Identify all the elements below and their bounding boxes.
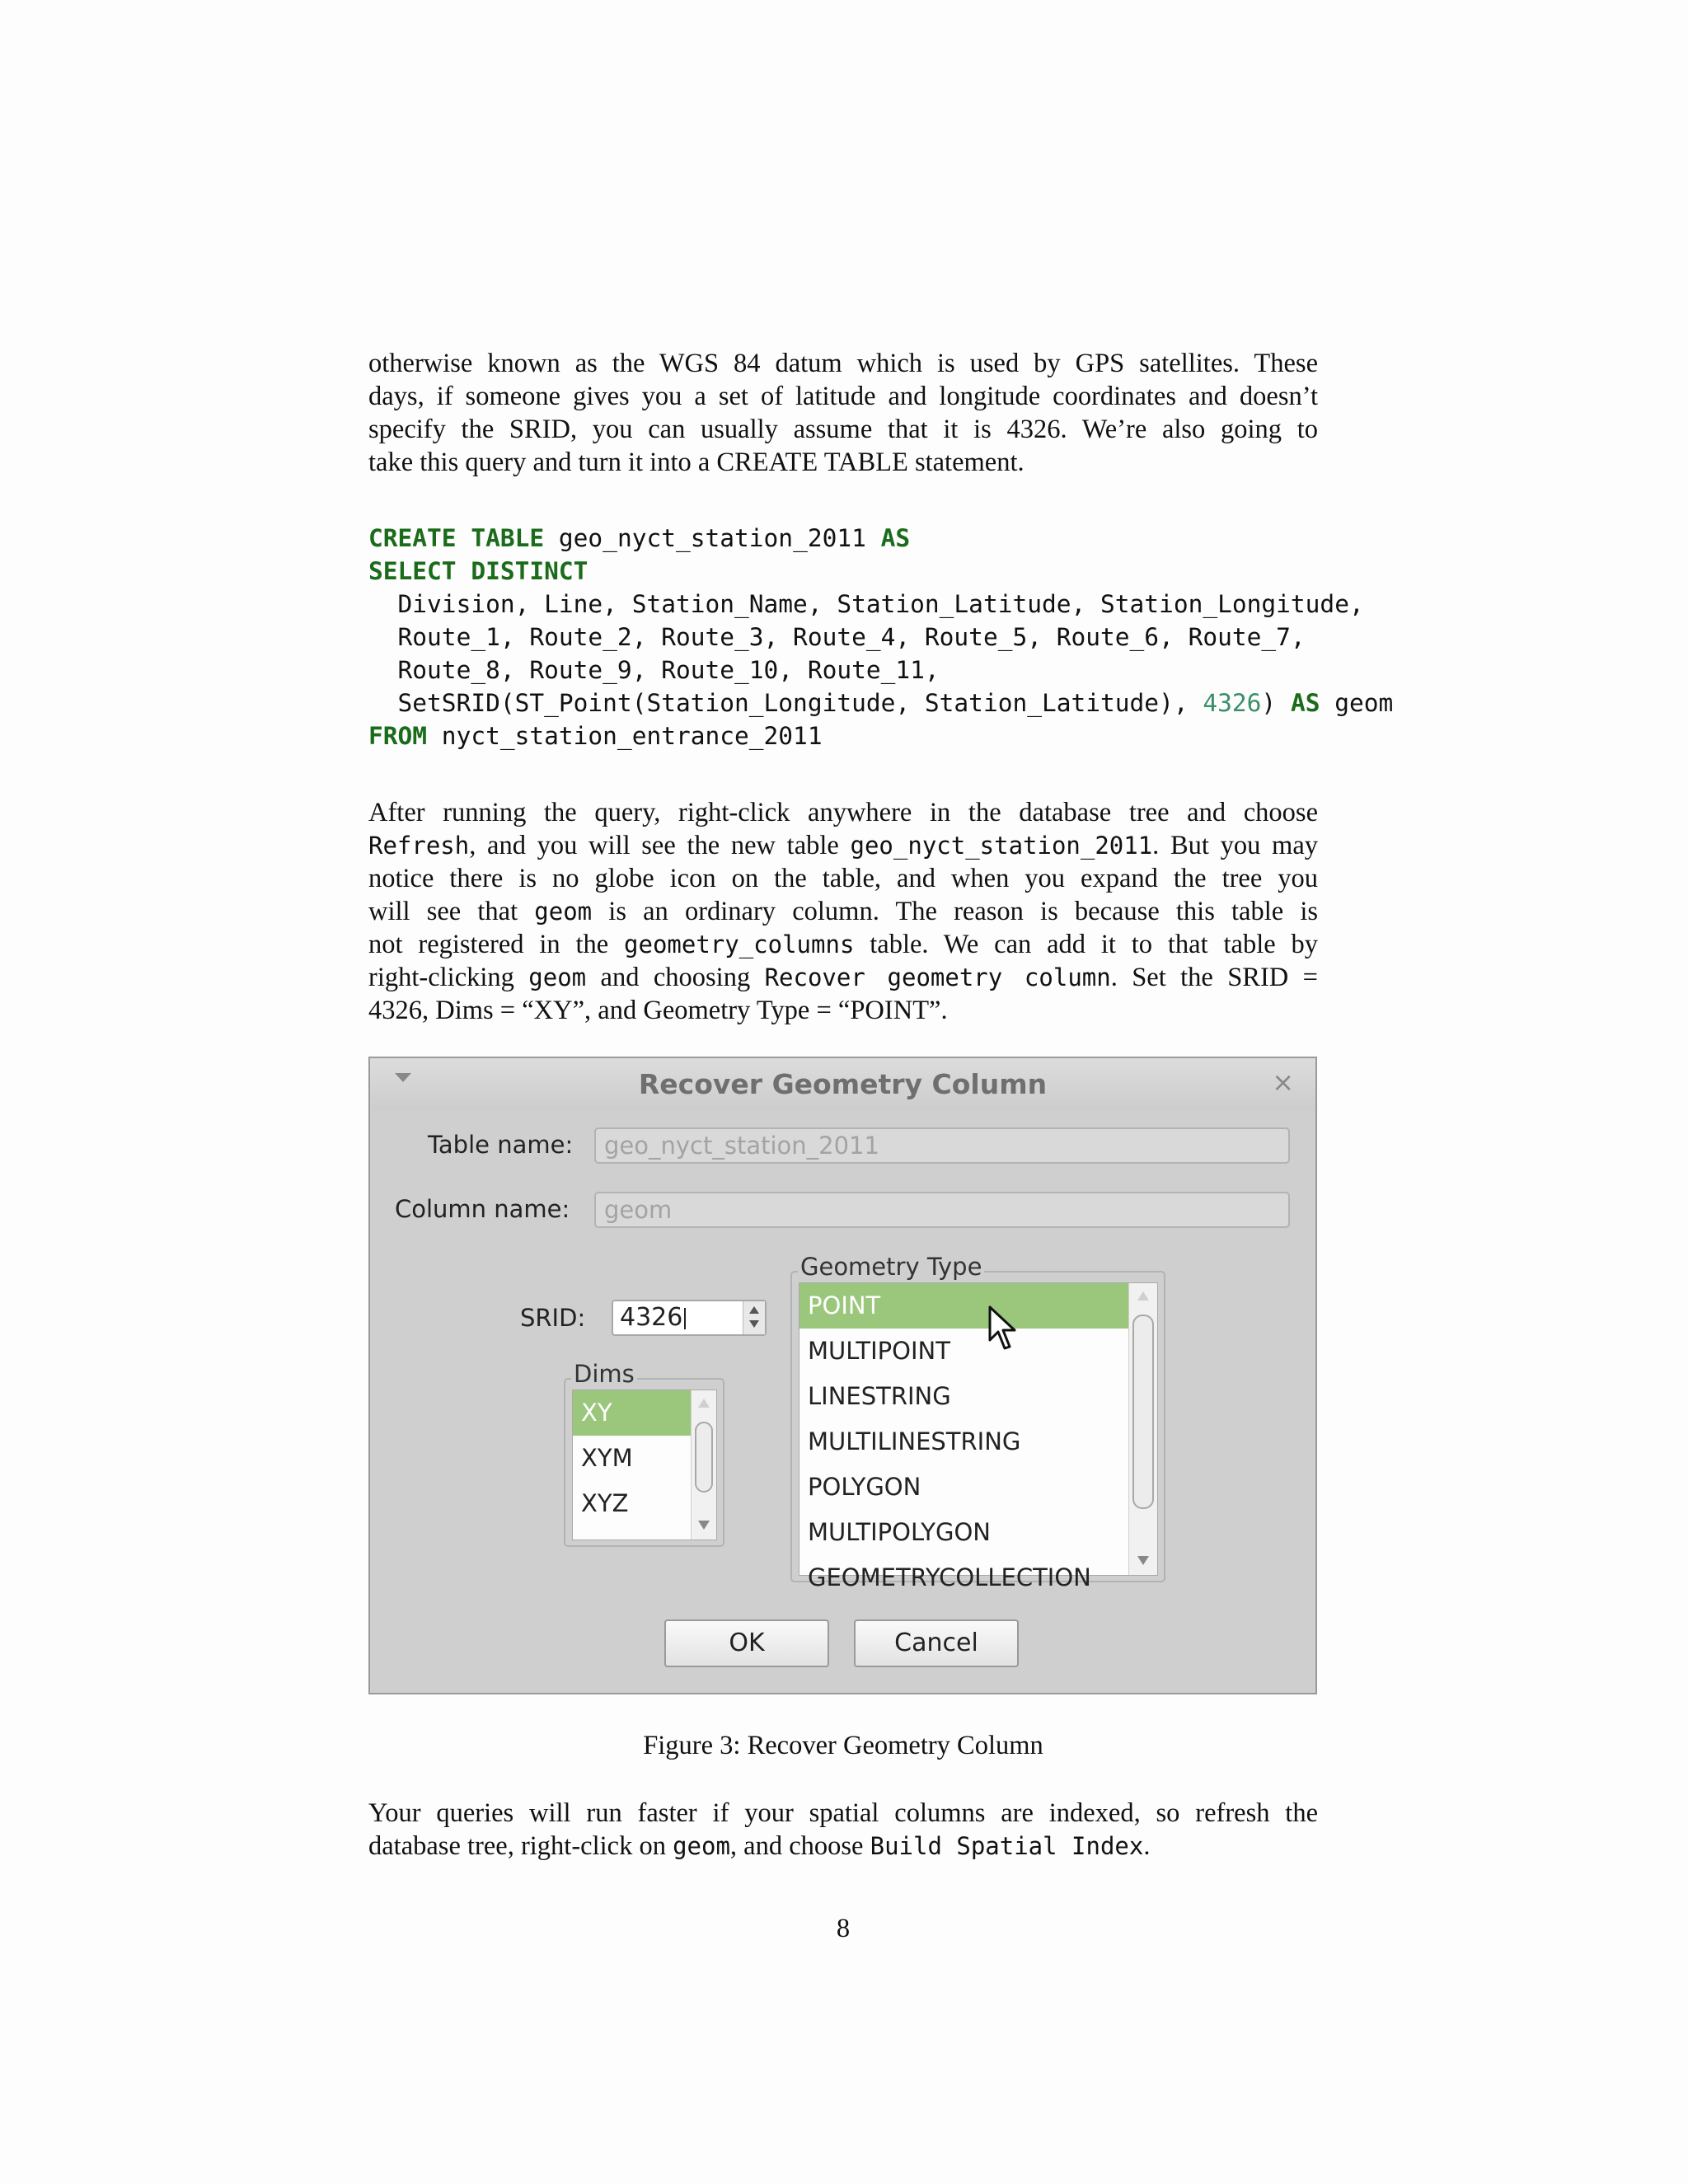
text-span: , and choose — [729, 1831, 870, 1861]
dims-legend: Dims — [571, 1360, 637, 1388]
ok-button[interactable]: OK — [664, 1619, 829, 1667]
sql-keyword: AS — [880, 524, 911, 552]
refresh-paragraph — [368, 796, 1318, 1027]
text-span: table. We can add it to that table by — [854, 930, 1318, 959]
close-icon[interactable]: × — [1272, 1066, 1294, 1098]
text-line: days, if someone gives you a set of latitude and longitude coordinates and doesn’t — [368, 382, 1318, 411]
index-paragraph — [368, 1797, 1318, 1863]
text-line: specify the SRID, you can usually assume that it is 4326. We’re also going to — [368, 415, 1318, 444]
dims-option[interactable]: XYM — [581, 1444, 633, 1472]
text-line — [368, 829, 1318, 862]
srid-label: SRID: — [520, 1304, 586, 1332]
recover-geometry-dialog — [368, 1057, 1317, 1694]
sql-keyword: SELECT DISTINCT — [368, 557, 588, 585]
scroll-down-icon[interactable] — [1137, 1556, 1149, 1565]
geometry-type-scrollbar[interactable] — [1128, 1283, 1157, 1575]
scroll-thumb[interactable] — [1132, 1315, 1154, 1509]
sql-code-block — [368, 522, 1393, 752]
text-line: otherwise known as the WGS 84 datum which is used by GPS satellites. These — [368, 349, 1318, 378]
column-name-label: Column name: — [395, 1195, 570, 1223]
inline-code: Recover geometry column — [764, 963, 1111, 991]
spin-up-icon[interactable] — [749, 1306, 759, 1314]
text-line: take this query and turn it into a CREATE TABLE statement. — [368, 448, 1025, 477]
text-line — [368, 928, 1318, 961]
dims-option[interactable]: XYZ — [581, 1489, 629, 1517]
page-number: 8 — [836, 1914, 851, 1943]
text-span: . But you may — [1152, 831, 1318, 860]
text-line: notice there is no globe icon on the table, and when you expand the tree you — [368, 864, 1318, 893]
text-caret — [684, 1308, 686, 1329]
inline-code: Build Spatial Index — [870, 1832, 1144, 1860]
text-span: . — [1143, 1831, 1151, 1861]
dims-list[interactable] — [572, 1390, 717, 1540]
inline-code: geometry_columns — [624, 930, 855, 958]
text-span: will see that — [368, 897, 535, 926]
text-line: After running the query, right-click anywhere in the database tree and choose — [368, 798, 1318, 827]
spinner-arrows[interactable] — [743, 1301, 765, 1334]
cancel-button[interactable]: Cancel — [854, 1619, 1019, 1667]
geometry-type-option[interactable]: LINESTRING — [808, 1382, 951, 1410]
code-text: Route_1, Route_2, Route_3, Route_4, Route_5, Route_6, Route_7, — [368, 623, 1306, 651]
sql-keyword: FROM — [368, 722, 428, 750]
figure-caption: Figure 3: Recover Geometry Column — [643, 1731, 1043, 1760]
mouse-pointer-icon — [988, 1305, 1021, 1352]
text-span: not registered in the — [368, 930, 625, 959]
inline-code: geom — [534, 898, 593, 926]
inline-code: geom — [673, 1832, 730, 1860]
text-line — [368, 961, 1318, 994]
text-line — [368, 895, 1318, 928]
geometry-type-option[interactable]: MULTIPOLYGON — [808, 1518, 992, 1546]
scroll-up-icon[interactable] — [698, 1399, 710, 1408]
geometry-type-option[interactable]: MULTIPOINT — [808, 1337, 950, 1365]
table-name-field[interactable]: geo_nyct_station_2011 — [594, 1127, 1290, 1164]
geometry-type-option[interactable]: MULTILINESTRING — [808, 1427, 1021, 1455]
code-number: 4326 — [1203, 689, 1262, 717]
geometry-type-option[interactable]: POINT — [799, 1283, 1157, 1329]
geometry-type-legend: Geometry Type — [798, 1253, 984, 1281]
text-span: , and you will see the new table — [469, 831, 851, 860]
geometry-type-option[interactable]: GEOMETRYCOLLECTION — [808, 1563, 1091, 1591]
column-name-field[interactable]: geom — [594, 1192, 1290, 1228]
text-span: database tree, right-click on — [368, 1831, 673, 1861]
code-text: geom — [1320, 689, 1394, 717]
dialog-titlebar — [370, 1058, 1315, 1109]
dims-group — [564, 1378, 724, 1547]
code-text: Division, Line, Station_Name, Station_Latitude, Station_Longitude, — [368, 590, 1364, 618]
text-line: 4326, Dims = “XY”, and Geometry Type = “POINT”. — [368, 996, 948, 1025]
sql-keyword: CREATE TABLE — [368, 524, 545, 552]
text-span: right-clicking — [368, 963, 529, 992]
table-name-label: Table name: — [428, 1131, 574, 1159]
dims-scrollbar[interactable] — [691, 1390, 716, 1540]
intro-paragraph — [368, 347, 1318, 479]
text-span: . Set the SRID = — [1110, 963, 1318, 992]
scroll-down-icon[interactable] — [698, 1521, 710, 1530]
inline-code: geo_nyct_station_2011 — [850, 832, 1153, 860]
inline-code: geom — [528, 963, 587, 991]
text-line — [368, 1830, 1318, 1863]
sql-keyword: AS — [1290, 689, 1320, 717]
spin-down-icon[interactable] — [749, 1320, 759, 1328]
code-text: Route_8, Route_9, Route_10, Route_11, — [368, 656, 940, 684]
dialog-title: Recover Geometry Column — [638, 1068, 1048, 1100]
code-text: nyct_station_entrance_2011 — [427, 722, 823, 750]
geometry-type-group — [790, 1271, 1165, 1591]
geometry-type-list[interactable] — [799, 1282, 1158, 1591]
srid-value[interactable]: 4326 — [620, 1303, 683, 1332]
text-span: is an ordinary column. The reason is because this table is — [592, 897, 1319, 926]
scroll-up-icon[interactable] — [1137, 1291, 1149, 1301]
text-line: Your queries will run faster if your spatial columns are indexed, so refresh the — [368, 1798, 1318, 1828]
code-text: SetSRID(ST_Point(Station_Longitude, Station_Latitude), — [368, 689, 1203, 717]
srid-spinner[interactable] — [612, 1300, 767, 1336]
dims-option[interactable]: XY — [573, 1390, 716, 1436]
text-span: and choosing — [586, 963, 765, 992]
code-text: geo_nyct_station_2011 — [544, 524, 881, 552]
scroll-thumb[interactable] — [695, 1422, 713, 1493]
code-text: ) — [1261, 689, 1291, 717]
inline-code: Refresh — [368, 832, 470, 860]
geometry-type-option[interactable]: POLYGON — [808, 1473, 921, 1501]
